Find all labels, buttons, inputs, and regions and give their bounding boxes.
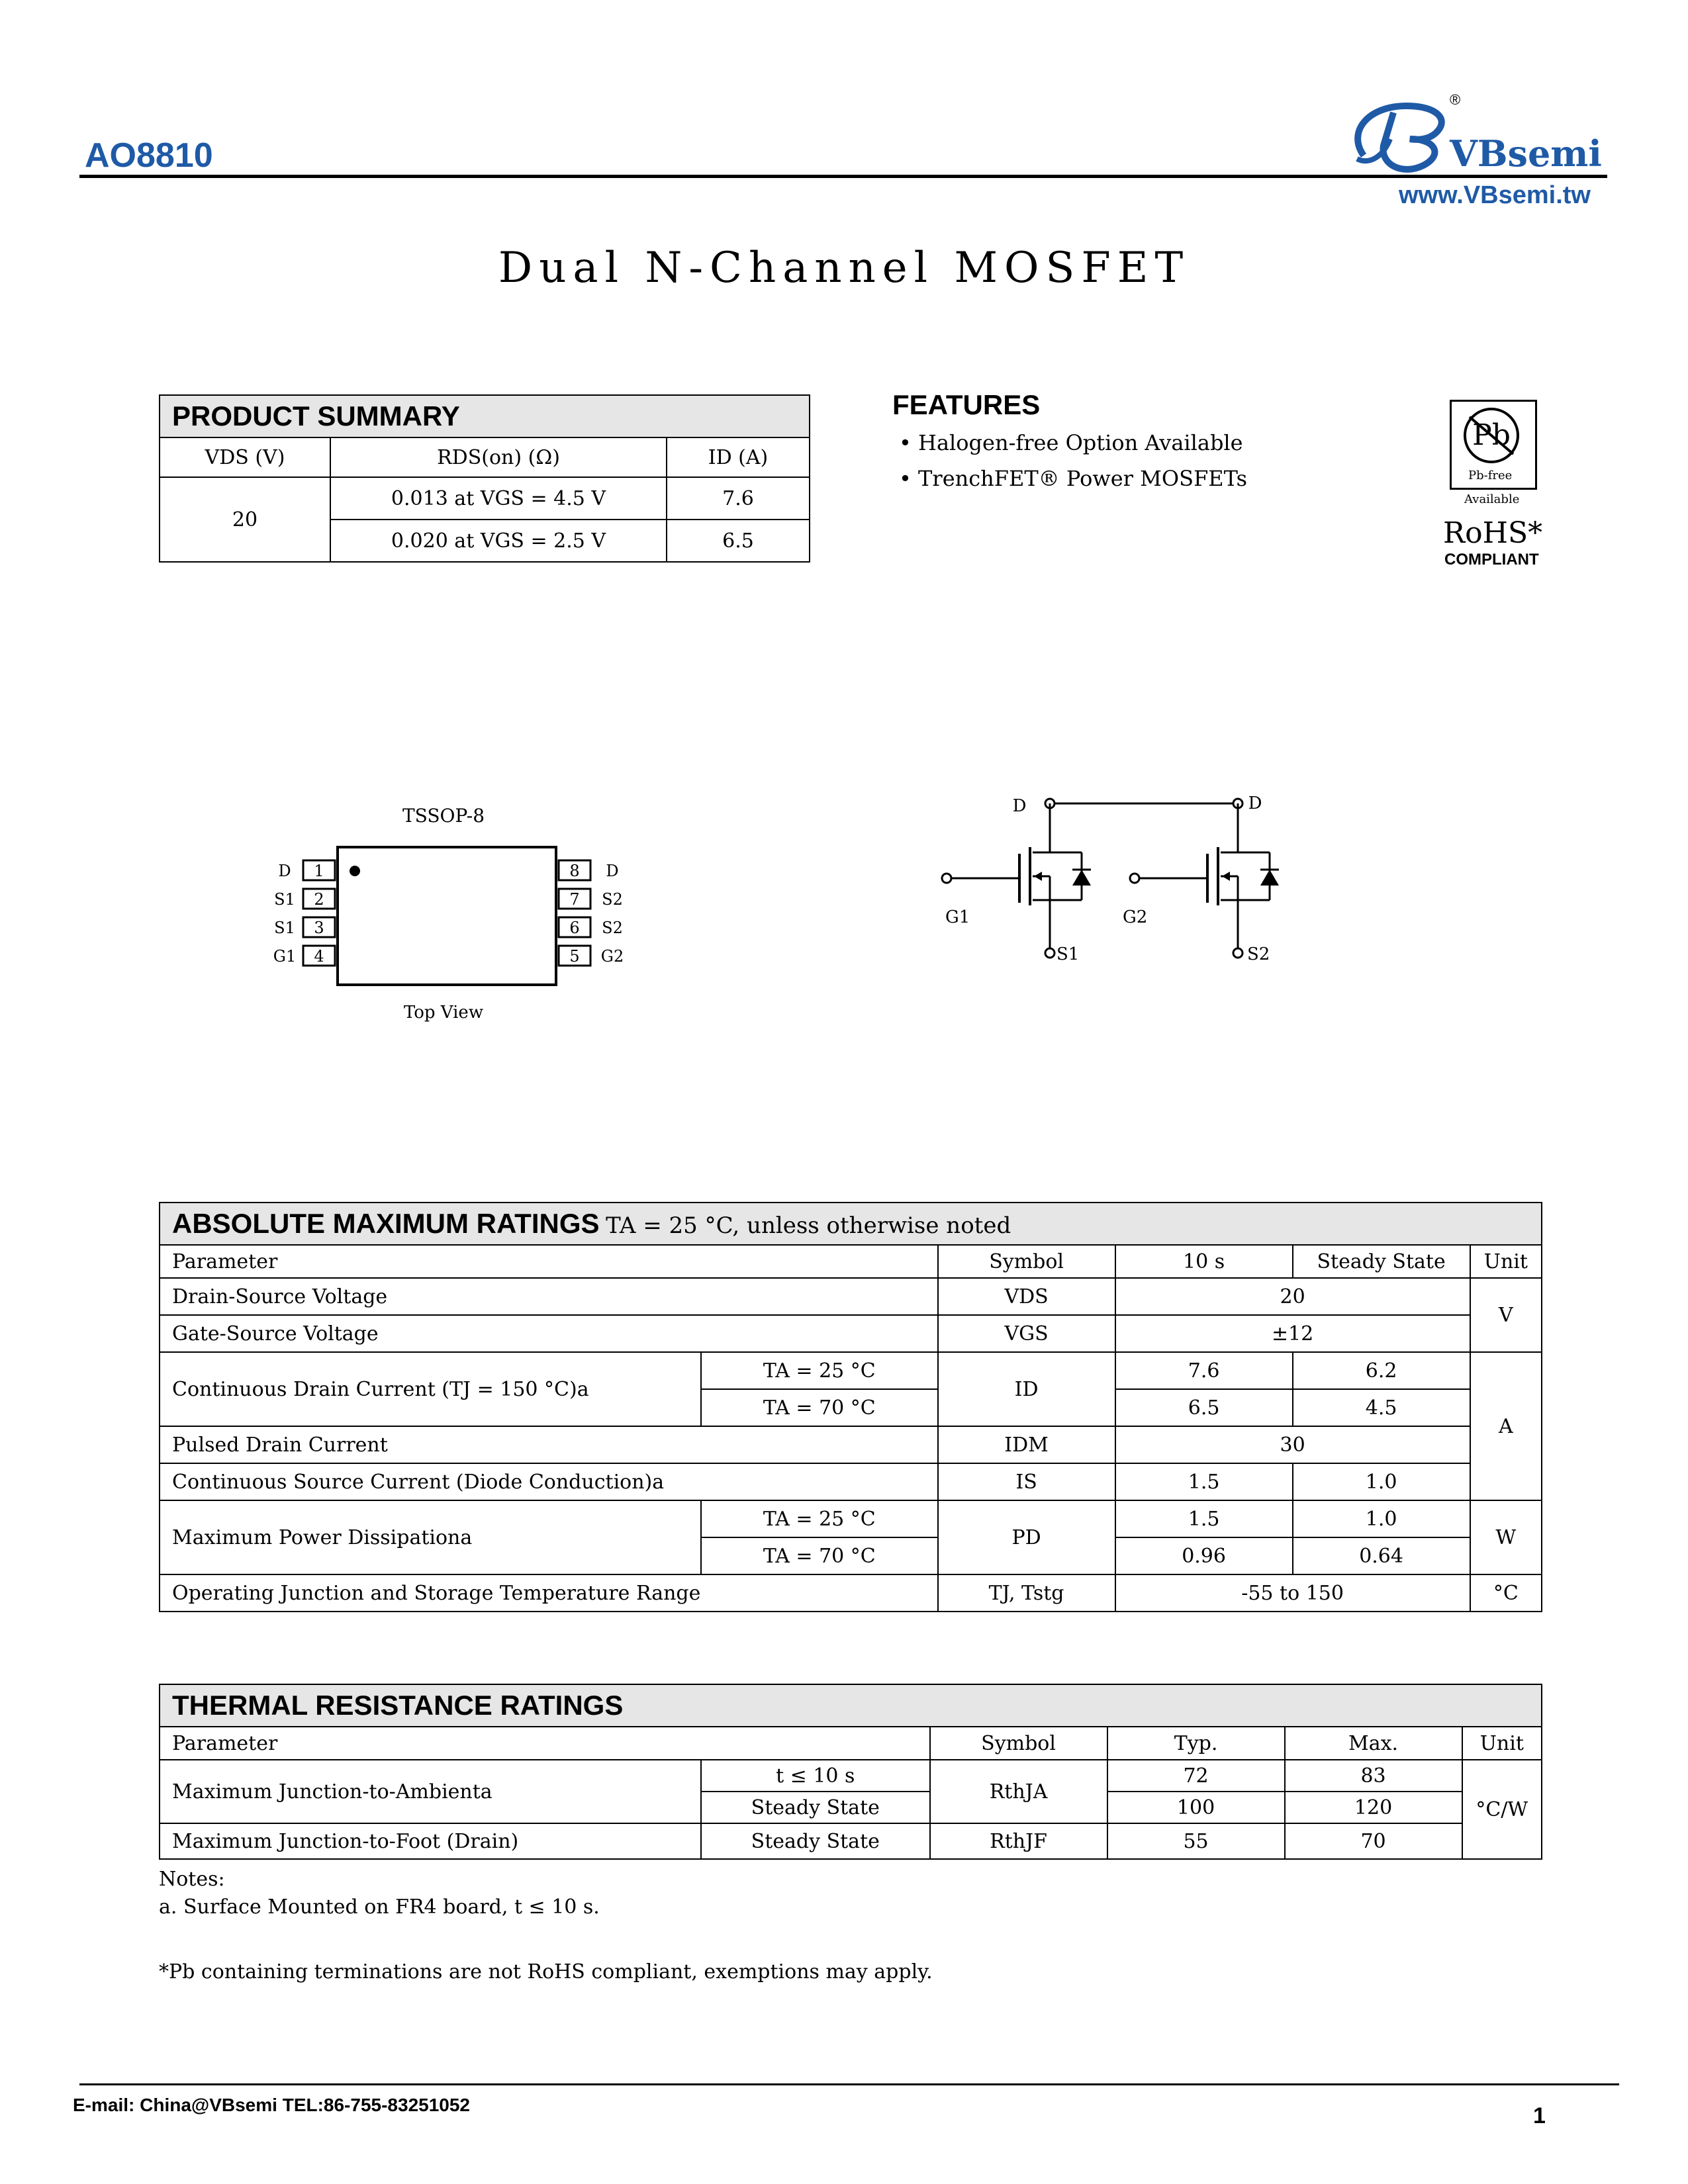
param-pulsed-drain: Pulsed Drain Current <box>160 1426 938 1463</box>
header-parameter: Parameter <box>160 1245 938 1278</box>
pin-label: G2 <box>600 947 624 966</box>
unit: °C/W <box>1462 1760 1542 1859</box>
package-view: Top View <box>403 1003 484 1023</box>
symbol: VDS <box>938 1278 1115 1315</box>
pin-label: D <box>606 862 619 880</box>
source-label: S1 <box>1056 944 1080 964</box>
header-symbol: Symbol <box>938 1245 1115 1278</box>
value-10s: 6.5 <box>1115 1389 1293 1426</box>
right-pins <box>559 860 624 966</box>
pb-free-icon <box>1456 404 1526 467</box>
value-steady: 0.64 <box>1293 1537 1470 1574</box>
vds-value: 20 <box>160 477 330 562</box>
thermal-title: THERMAL RESISTANCE RATINGS <box>160 1684 1542 1727</box>
symbol: TJ, Tstg <box>938 1574 1115 1612</box>
pb-free-label: Pb-free <box>1468 469 1513 482</box>
pin-number: 6 <box>569 919 580 937</box>
note-pb: *Pb containing terminations are not RoHS compliant, exemptions may apply. <box>159 1960 933 1983</box>
param-continuous-source: Continuous Source Current (Diode Conduction)a <box>160 1463 938 1500</box>
brand-name: VBsemi <box>1450 132 1602 175</box>
feature-item: • Halogen-free Option Available <box>899 430 1243 455</box>
symbol: RthJA <box>930 1760 1107 1823</box>
drain-label: D <box>1248 794 1262 813</box>
value-steady: 6.2 <box>1293 1352 1470 1389</box>
symbol: IS <box>938 1463 1115 1500</box>
website[interactable]: www.VBsemi.tw <box>1399 181 1591 209</box>
value-10s: 1.5 <box>1115 1463 1293 1500</box>
page-number: 1 <box>1533 2103 1546 2128</box>
symbol: IDM <box>938 1426 1115 1463</box>
unit: W <box>1470 1500 1542 1574</box>
unit: °C <box>1470 1574 1542 1612</box>
typ: 55 <box>1107 1823 1285 1859</box>
pb-symbol: Pb <box>1472 418 1511 452</box>
absolute-maximum-ratings-table <box>159 1202 1542 1612</box>
gate-label: G2 <box>1123 907 1148 927</box>
typ: 72 <box>1107 1760 1285 1792</box>
mosfet-2 <box>1123 803 1279 964</box>
product-summary-title: PRODUCT SUMMARY <box>160 395 810 437</box>
rds-value: 0.013 at VGS = 4.5 V <box>330 477 667 520</box>
param-temperature: Operating Junction and Storage Temperature Range <box>160 1574 938 1612</box>
pin-number: 2 <box>314 890 324 909</box>
col-vds: VDS (V) <box>160 437 330 477</box>
condition: Steady State <box>701 1823 930 1859</box>
value: 20 <box>1115 1278 1470 1315</box>
mosfet-1 <box>942 803 1091 964</box>
pin-label: S2 <box>602 890 623 909</box>
part-number: AO8810 <box>85 136 213 175</box>
source-label: S2 <box>1247 944 1270 964</box>
abs-max-title: ABSOLUTE MAXIMUM RATINGS TA = 25 °C, unless otherwise noted <box>160 1203 1542 1245</box>
typ: 100 <box>1107 1792 1285 1823</box>
pin-number: 7 <box>569 890 580 909</box>
package-diagram <box>252 794 662 1032</box>
features-title: FEATURES <box>892 389 1041 420</box>
thermal-resistance-table <box>159 1684 1542 1860</box>
col-rds: RDS(on) (Ω) <box>330 437 667 477</box>
col-id: ID (A) <box>667 437 810 477</box>
rds-value: 0.020 at VGS = 2.5 V <box>330 520 667 562</box>
header-typ: Typ. <box>1107 1727 1285 1760</box>
pin-label: G1 <box>273 947 297 966</box>
param-continuous-drain: Continuous Drain Current (TJ = 150 °C)a <box>160 1352 701 1426</box>
compliant-label: COMPLIANT <box>1444 551 1539 569</box>
left-pins <box>273 860 335 966</box>
header-unit: Unit <box>1470 1245 1542 1278</box>
condition: TA = 25 °C <box>701 1500 938 1537</box>
symbol: ID <box>938 1352 1115 1426</box>
param-power-dissipation: Maximum Power Dissipationa <box>160 1500 701 1574</box>
condition: TA = 70 °C <box>701 1389 938 1426</box>
id-value: 6.5 <box>667 520 810 562</box>
footer-contact: E-mail: China@VBsemi TEL:86-755-83251052 <box>73 2095 471 2115</box>
notes-title: Notes: <box>159 1868 225 1891</box>
header-max: Max. <box>1285 1727 1462 1760</box>
value-steady: 1.0 <box>1293 1463 1470 1500</box>
package-name: TSSOP-8 <box>402 805 485 827</box>
mosfet-schematic <box>927 781 1311 1019</box>
value: -55 to 150 <box>1115 1574 1470 1612</box>
rohs-label: RoHS* <box>1443 516 1543 550</box>
symbol: VGS <box>938 1315 1115 1352</box>
header-symbol: Symbol <box>930 1727 1107 1760</box>
pin-label: S2 <box>602 919 623 937</box>
pin-label: D <box>278 862 291 880</box>
symbol: PD <box>938 1500 1115 1574</box>
pin-number: 4 <box>314 947 324 966</box>
id-value: 7.6 <box>667 477 810 520</box>
condition: t ≤ 10 s <box>701 1760 930 1792</box>
condition: TA = 25 °C <box>701 1352 938 1389</box>
condition: TA = 70 °C <box>701 1537 938 1574</box>
pb-available-label: Available <box>1464 492 1520 506</box>
note-a: a. Surface Mounted on FR4 board, t ≤ 10 s. <box>159 1895 600 1919</box>
value: 30 <box>1115 1426 1470 1463</box>
pin-number: 3 <box>314 919 324 937</box>
pin-number: 5 <box>569 947 580 966</box>
unit: V <box>1470 1278 1542 1352</box>
param-junction-foot: Maximum Junction-to-Foot (Drain) <box>160 1823 701 1859</box>
header-unit: Unit <box>1462 1727 1542 1760</box>
document-title: Dual N-Channel MOSFET <box>498 244 1190 293</box>
max: 83 <box>1285 1760 1462 1792</box>
value-steady: 4.5 <box>1293 1389 1470 1426</box>
header-10s: 10 s <box>1115 1245 1293 1278</box>
pin-label: S1 <box>274 919 295 937</box>
header-steady-state: Steady State <box>1293 1245 1470 1278</box>
value-steady: 1.0 <box>1293 1500 1470 1537</box>
registered-mark: ® <box>1450 91 1461 108</box>
value-10s: 0.96 <box>1115 1537 1293 1574</box>
param-junction-ambient: Maximum Junction-to-Ambienta <box>160 1760 701 1823</box>
gate-label: G1 <box>945 907 970 927</box>
param-drain-source: Drain-Source Voltage <box>160 1278 938 1315</box>
product-summary-table <box>159 394 810 563</box>
value-10s: 7.6 <box>1115 1352 1293 1389</box>
vbsemi-logo-icon <box>1344 93 1456 179</box>
pin-number: 1 <box>314 862 324 880</box>
value: ±12 <box>1115 1315 1470 1352</box>
param-gate-source: Gate-Source Voltage <box>160 1315 938 1352</box>
value-10s: 1.5 <box>1115 1500 1293 1537</box>
condition: Steady State <box>701 1792 930 1823</box>
feature-item: • TrenchFET® Power MOSFETs <box>899 466 1248 491</box>
unit: A <box>1470 1352 1542 1500</box>
pin-label: S1 <box>274 890 295 909</box>
symbol: RthJF <box>930 1823 1107 1859</box>
footer-rule <box>79 2083 1619 2085</box>
drain-label: D <box>1012 796 1027 816</box>
max: 70 <box>1285 1823 1462 1859</box>
max: 120 <box>1285 1792 1462 1823</box>
header-parameter: Parameter <box>160 1727 930 1760</box>
pin-number: 8 <box>569 862 580 880</box>
